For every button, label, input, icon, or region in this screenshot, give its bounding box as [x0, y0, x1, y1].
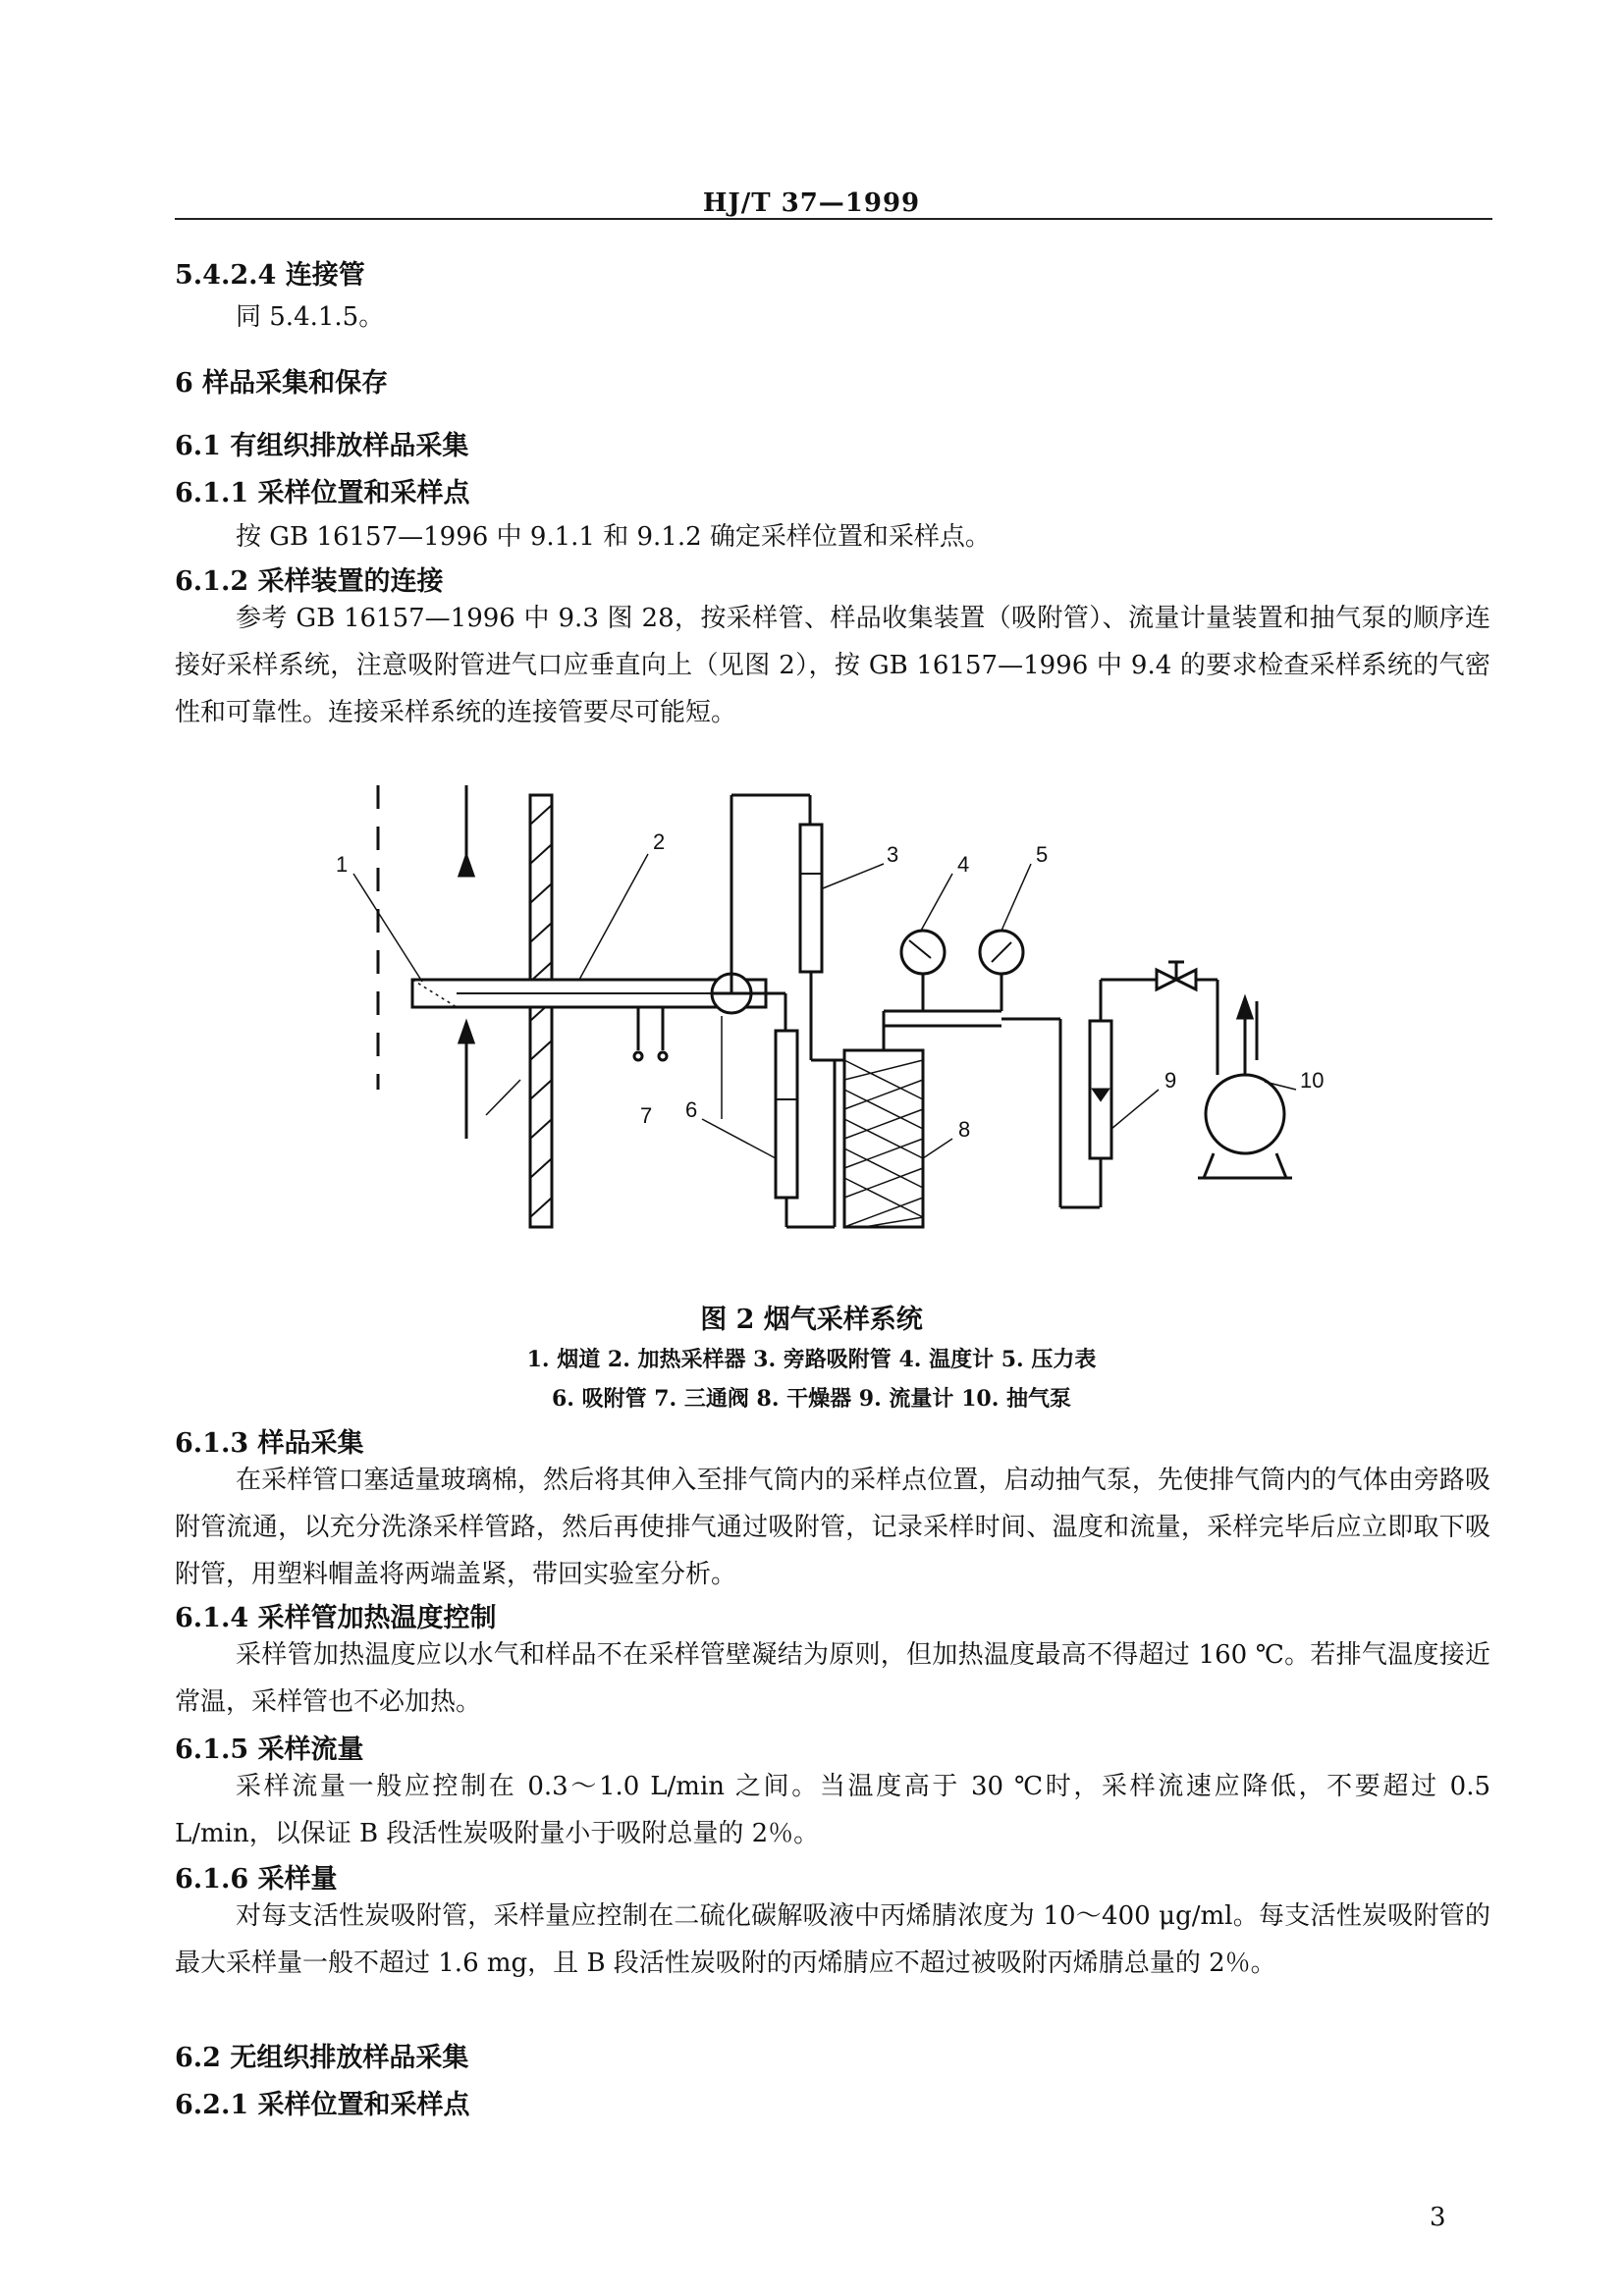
fig-label-2: 2 [653, 829, 666, 854]
heading-6-1-1: 6.1.1 采样位置和采样点 [175, 478, 470, 508]
fig-label-9: 9 [1164, 1068, 1177, 1093]
fig-label-3: 3 [887, 842, 899, 867]
fig-label-8: 8 [958, 1117, 971, 1142]
heading-6-1-5: 6.1.5 采样流量 [175, 1735, 364, 1765]
fig-label-10: 10 [1300, 1068, 1325, 1093]
body-6-1-2: 参考 GB 16157—1996 中 9.3 图 28，按采样管、样品收集装置（吸附管）、流量计量装置和抽气泵的顺序连接好采样系统，注意吸附管进气口应垂直向上（见图 2），按 GB 16157—1996 中 9.4 的要求检查采样系统的气密性和可靠性。连接采样系统的连接管要尽可能短。 [175, 604, 1490, 727]
page-header: HJ/T 37—1999 [702, 188, 921, 218]
fig-label-4: 4 [957, 852, 970, 877]
page-number: 3 [1430, 2203, 1446, 2232]
figure-caption: 图 2 烟气采样系统 [700, 1305, 923, 1335]
heading-6-1-6: 6.1.6 采样量 [175, 1864, 338, 1895]
heading-6-1-2: 6.1.2 采样装置的连接 [175, 566, 444, 597]
heading-6-1-4: 6.1.4 采样管加热温度控制 [175, 1603, 497, 1633]
figure-legend-line1: 1. 烟道 2. 加热采样器 3. 旁路吸附管 4. 温度计 5. 压力表 [526, 1347, 1097, 1372]
heading-6-1: 6.1 有组织排放样品采集 [175, 431, 469, 461]
fig-label-7: 7 [640, 1103, 653, 1128]
heading-6: 6 样品采集和保存 [175, 368, 389, 399]
body-6-1-3: 在采样管口塞适量玻璃棉，然后将其伸入至排气筒内的采样点位置，启动抽气泵，先使排气筒内的气体由旁路吸附管流通，以充分洗涤采样管路，然后再使排气通过吸附管，记录采样时间、温度和流量，采样完毕后应立即取下吸附管，用塑料帽盖将两端盖紧，带回实验室分析。 [175, 1466, 1490, 1589]
body-6-1-4: 采样管加热温度应以水气和样品不在采样管壁凝结为原则，但加热温度最高不得超过 160 ℃。若排气温度接近常温，采样管也不必加热。 [175, 1640, 1490, 1717]
fig-label-5: 5 [1036, 842, 1049, 867]
body-6-1-1: 按 GB 16157—1996 中 9.1.1 和 9.1.2 确定采样位置和采样点。 [236, 522, 991, 552]
fig-label-1: 1 [336, 852, 349, 877]
fig-label-6: 6 [685, 1097, 698, 1122]
header-rule [175, 218, 1492, 220]
heading-5-4-2-4: 5.4.2.4 连接管 [175, 260, 365, 291]
body-6-1-6: 对每支活性炭吸附管，采样量应控制在二硫化碳解吸液中丙烯腈浓度为 10～400 μg/ml。每支活性炭吸附管的最大采样量一般不超过 1.6 mg，且 B 段活性炭吸附的丙烯腈应不超过被吸附丙烯腈总量的 2％。 [175, 1901, 1490, 1978]
sampling-system-diagram [314, 766, 1355, 1276]
body-6-1-5: 采样流量一般应控制在 0.3～1.0 L/min 之间。当温度高于 30 ℃时，采样流速应降低，不要超过 0.5 L/min，以保证 B 段活性炭吸附量小于吸附总量的 2％。 [175, 1772, 1490, 1848]
figure-legend-line2: 6. 吸附管 7. 三通阀 8. 干燥器 9. 流量计 10. 抽气泵 [551, 1386, 1072, 1412]
heading-6-2-1: 6.2.1 采样位置和采样点 [175, 2090, 470, 2120]
heading-6-2: 6.2 无组织排放样品采集 [175, 2043, 469, 2073]
heading-6-1-3: 6.1.3 样品采集 [175, 1428, 364, 1459]
body-5-4-2-4: 同 5.4.1.5。 [236, 302, 385, 332]
